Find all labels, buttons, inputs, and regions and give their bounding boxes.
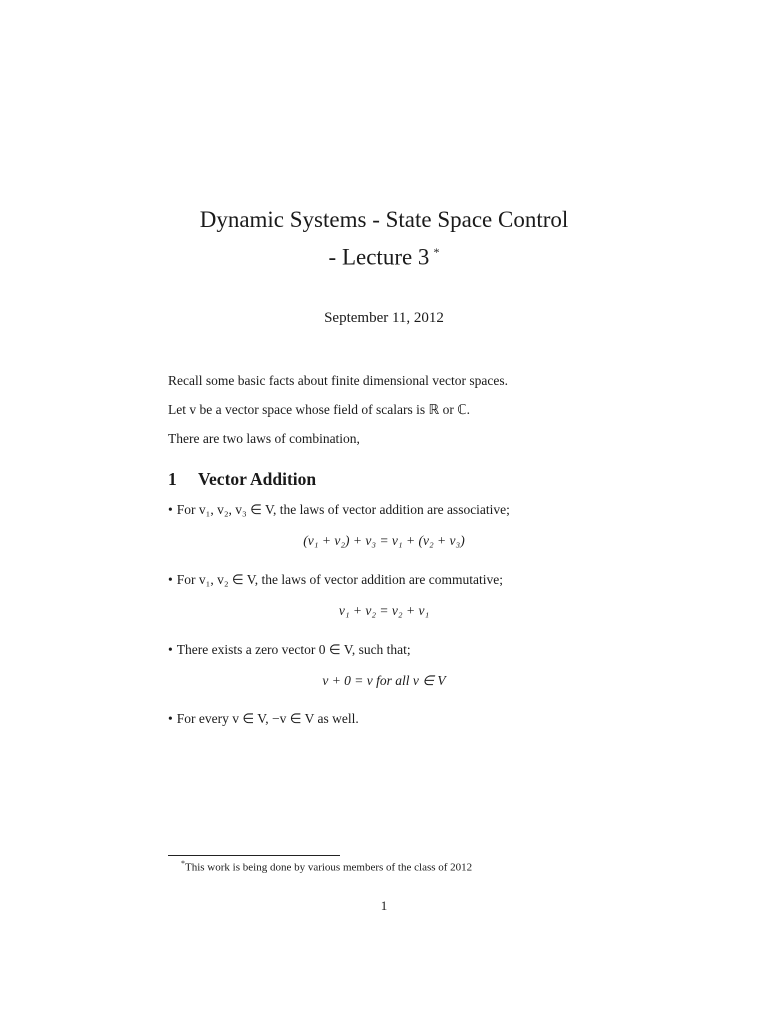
bullet-dot: • (168, 502, 173, 517)
intro-paragraph-1: Recall some basic facts about finite dimensional vector spaces. (168, 373, 509, 388)
document-date: September 11, 2012 (324, 310, 444, 326)
bullet-item-1 (168, 502, 510, 518)
title-line-2 (0, 236, 768, 274)
intro-paragraph-2: Let v be a vector space whose field of scalars is ℝ or ℂ. (168, 402, 471, 417)
equation-associative: (v₁ + v₂) + v₃ = v₁ + (v₂ + v₃) (303, 533, 465, 548)
footnote-divider (168, 855, 340, 856)
bullet-item-4 (168, 711, 359, 727)
bullet-dot: • (168, 642, 173, 657)
bullet-text-4: For every v ∈ V, −v ∈ V as well. (176, 711, 359, 726)
title-line-2-text: - Lecture 3 (328, 244, 430, 270)
equation-zero-vector: v + 0 = v for all v ∈ V (322, 673, 446, 688)
bullet-text-1: For v₁, v₂, v₃ ∈ V, the laws of vector addition are associative; (176, 502, 510, 517)
footnote-text: This work is being done by various members of the class of 2012 (185, 861, 473, 874)
document-title (0, 204, 768, 274)
footnote (181, 859, 472, 874)
bullet-dot: • (168, 572, 173, 587)
bullet-dot: • (168, 711, 173, 726)
section-title: Vector Addition (198, 469, 317, 489)
section-heading (168, 469, 316, 490)
title-footnote-mark: * (433, 245, 440, 259)
bullet-text-3: There exists a zero vector 0 ∈ V, such that; (176, 642, 411, 657)
page-number: 1 (380, 898, 388, 913)
footnote-mark: * (181, 859, 185, 868)
equation-commutative: v₁ + v₂ = v₂ + v₁ (338, 603, 430, 618)
bullet-text-2: For v₁, v₂ ∈ V, the laws of vector addition are commutative; (176, 572, 503, 587)
intro-paragraph-3: There are two laws of combination, (168, 431, 360, 446)
bullet-item-2 (168, 572, 503, 588)
section-number: 1 (168, 469, 177, 489)
bullet-item-3 (168, 642, 411, 658)
title-line-1: Dynamic Systems - State Space Control (199, 207, 569, 232)
